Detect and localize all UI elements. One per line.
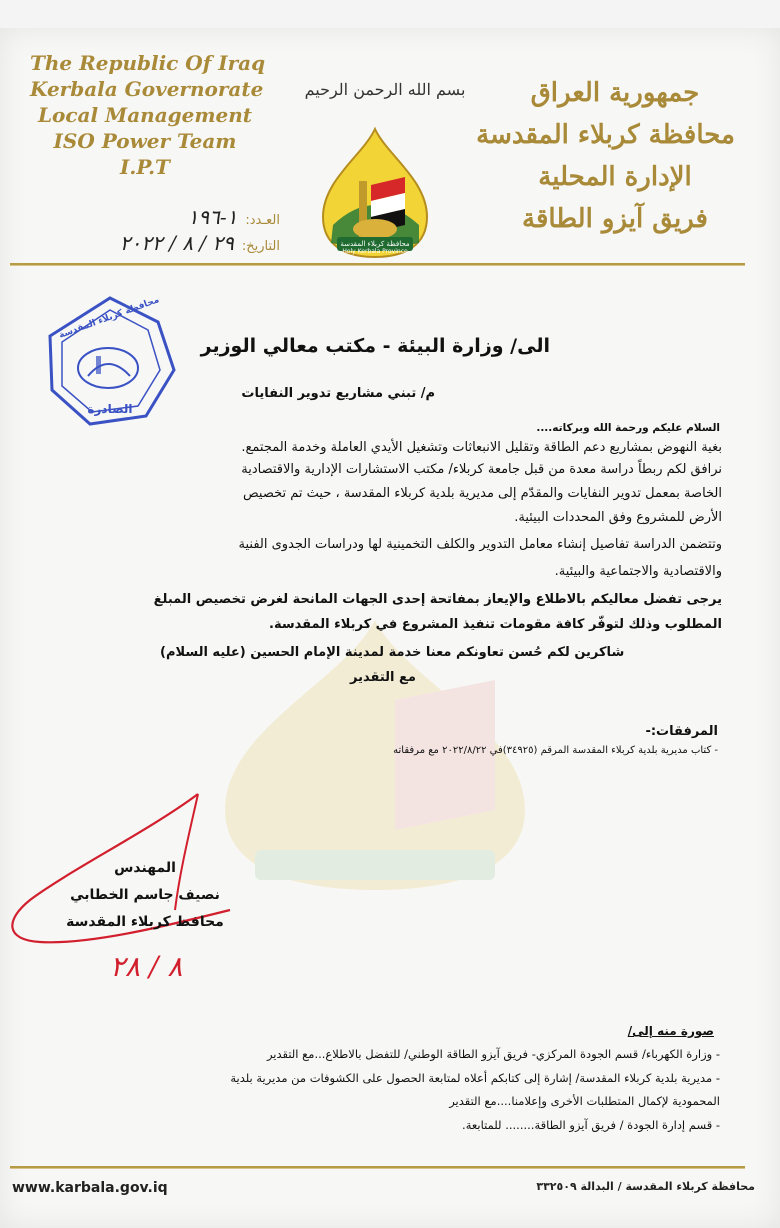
regards-line: مع التقدير <box>350 670 416 685</box>
english-header-line: Kerbala Governorate <box>30 77 264 101</box>
handwritten-date: ٨ / ٢٨ <box>110 950 183 983</box>
body-line: الخاصة بمعمل تدوير النفايات والمقدّم إلى مديرية بلدية كربلاء المقدسة ، حيث تم تخصيص <box>242 486 722 501</box>
request-line: يرجى تفضل معاليكم بالاطلاع والإيعاز بمفاتحة إحدى الجهات المانحة لغرض تخصيص المبلغ <box>153 592 722 607</box>
footer-website: www.karbala.gov.iq <box>12 1180 168 1196</box>
body-line: بغية النهوض بمشاريع دعم الطاقة وتقليل الانبعاثات وتشغيل الأيدي العاملة وخدمة المجتمع. <box>241 440 722 455</box>
copy-item: - مديرية بلدية كربلاء المقدسة/ إشارة إلى كتابكم أعلاه لمتابعة الحصول على الكشوفات من مديرية بلدية <box>230 1071 720 1085</box>
header-divider <box>10 263 745 266</box>
subject-line: م/ تبني مشاريع تدوير النفايات <box>241 386 435 401</box>
english-header <box>30 50 266 180</box>
english-header-line: Local Management <box>37 103 253 127</box>
stamp-bottom-text: الصادرة <box>87 402 133 416</box>
signatory-name: نصيف جاسم الخطابي <box>70 887 220 903</box>
english-header-line: ISO Power Team <box>53 129 237 153</box>
basmala: بسم الله الرحمن الرحيم <box>304 80 466 99</box>
arabic-header-line: محافظة كربلاء المقدسة <box>476 120 735 150</box>
english-header-line: The Republic Of Iraq <box>30 51 266 75</box>
arabic-header <box>476 72 735 240</box>
signature-block <box>35 855 255 936</box>
number-label: العـدد: <box>245 213 280 228</box>
attachment-item: - كتاب مديرية بلدية كربلاء المقدسة المرقم (٣٤٩٢٥)في ٢٠٢٢/٨/٢٢ مع مرفقاته <box>393 745 718 756</box>
copies-title: صورة منه إلى/ <box>627 1024 714 1038</box>
body-line: وتتضمن الدراسة تفاصيل إنشاء معامل التدوير والكلف التخمينية لها ودراسات الجدوى الفنية <box>238 537 722 552</box>
thanks-line: شاكرين لكم حُسن تعاونكم معنا خدمة لمدينة الإمام الحسين (عليه السلام) <box>160 645 625 660</box>
english-header-line: I.P.T <box>120 155 170 179</box>
body-line: الأرض للمشروع وفق المحددات البيئية. <box>514 510 722 525</box>
footer-divider <box>10 1166 745 1169</box>
signatory-title: المهندس <box>114 860 176 876</box>
viewer-top-bar <box>0 0 780 28</box>
body-line: نرافق لكم ربطاً دراسة معدة من قبل جامعة كربلاء/ مكتب الاستشارات الإدارية والاقتصادية <box>241 462 722 477</box>
date-row <box>30 231 280 257</box>
copy-item: - وزارة الكهرباء/ قسم الجودة المركزي- فريق آيزو الطاقة الوطني/ للتفضل بالاطلاع...مع التقدير <box>266 1047 720 1061</box>
number-row <box>30 205 280 231</box>
date-label: التاريخ: <box>241 239 280 254</box>
attachments-title: المرفقات:- <box>645 724 718 739</box>
greeting: السلام عليكم ورحمة الله وبركاته.... <box>536 422 720 434</box>
arabic-header-line: جمهورية العراق <box>530 78 700 108</box>
number-value: ١-١٩٦ <box>187 205 238 229</box>
request-line: المطلوب وذلك لتوفّر كافة مقومات تنفيذ المشروع في كربلاء المقدسة. <box>269 617 722 632</box>
copy-item: المحمودية لإكمال المتطلبات الأخرى وإعلامنا....مع التقدير <box>449 1094 720 1108</box>
footer-address: محافظة كربلاء المقدسة / البدالة ٣٣٢٥٠٩ <box>536 1180 755 1193</box>
logo-english-caption: Holy Kerbala Province <box>342 248 408 255</box>
body-line: والاقتصادية والاجتماعية والبيئية. <box>554 564 722 579</box>
reference-block <box>30 205 280 257</box>
arabic-header-line: فريق آيزو الطاقة <box>522 204 708 234</box>
arabic-header-line: الإدارة المحلية <box>538 162 692 192</box>
addressee: الى/ وزارة البيئة - مكتب معالي الوزير <box>200 335 550 357</box>
date-value: ٢٩ / ٨ / ٢٠٢٢ <box>119 231 234 255</box>
stamp-top-text: محافظة كربلاء المقدسة <box>57 295 161 341</box>
copy-item: - قسم إدارة الجودة / فريق آيزو الطاقة........ للمتابعة. <box>462 1118 720 1132</box>
signatory-position: محافظ كربلاء المقدسة <box>66 914 224 930</box>
logo-arabic-caption: محافظة كربلاء المقدسة <box>340 240 410 248</box>
